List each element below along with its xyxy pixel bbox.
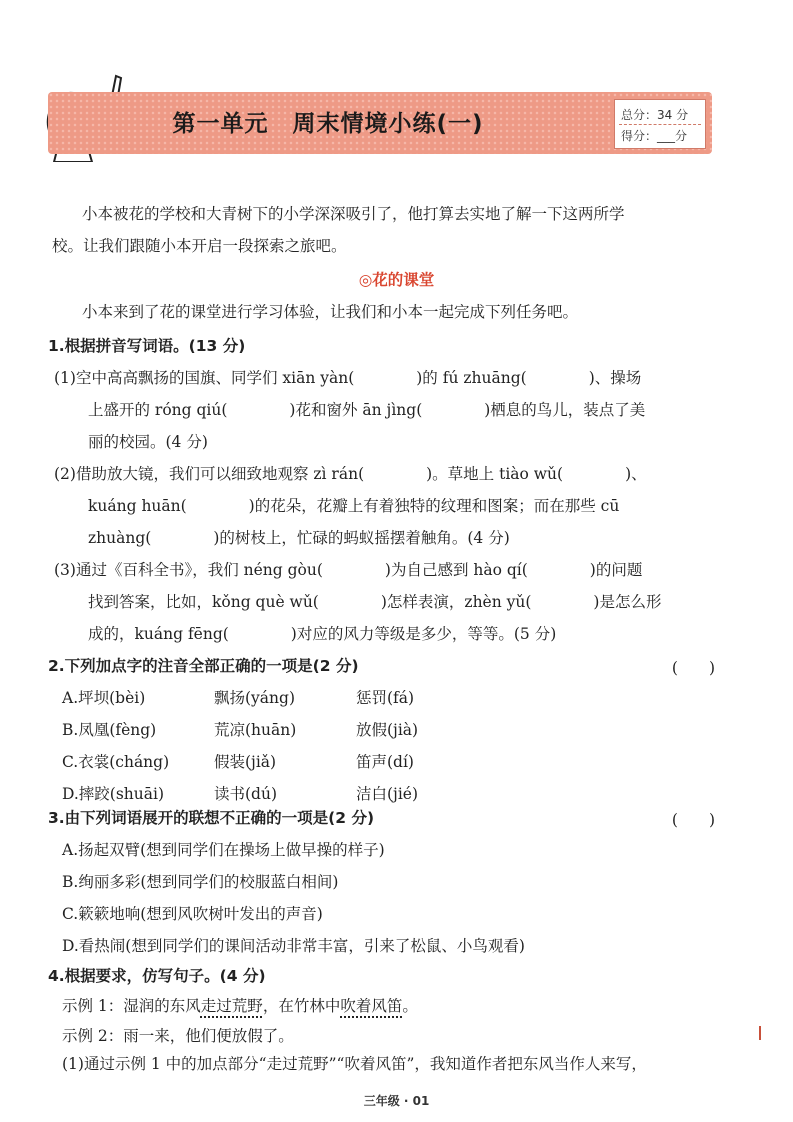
q1-part1-line1: (1)空中高高飘扬的国旗、同学们 xiān yàn( )的 fú zhuāng( )、操场 (54, 369, 642, 387)
q3-answer-paren[interactable]: ( ) (671, 811, 715, 829)
q2-option-c-1: C.衣裳(cháng) (62, 753, 170, 771)
q4-ex1-dotted-1: 走过荒野 (200, 997, 263, 1015)
page-footer: 三年级 · 01 (363, 1094, 430, 1108)
total-score: 总分：34 分 (621, 108, 689, 122)
q2-option-c-2: 假装(jiǎ) (214, 753, 277, 771)
q1-part3-line1: (3)通过《百科全书》，我们 néng gòu( )为自己感到 hào qí( )的问题 (54, 561, 643, 579)
q2-option-a-1: A.坪坝(bèi) (62, 689, 146, 707)
q1-part3-line3: 成的，kuáng fēng( )对应的风力等级是多少，等等。(5 分) (88, 625, 557, 643)
q3-option-a: A.扬起双臂(想到同学们在操场上做早操的样子) (62, 841, 385, 859)
q2-option-b-3: 放假(jià) (356, 721, 419, 739)
section-intro: 小本来到了花的课堂进行学习体验，让我们和小本一起完成下列任务吧。 (82, 303, 579, 321)
q2-option-b-2: 荒凉(huān) (214, 721, 297, 739)
q4-ex1-part-c: ，在竹林中 (262, 997, 341, 1015)
q2-option-b-1: B.凤凰(fèng) (62, 721, 157, 739)
q3-title: 3.由下列词语展开的联想不正确的一项是(2 分) (48, 809, 375, 827)
q1-part1-line3: 丽的校园。(4 分) (88, 433, 208, 451)
q4-ex1-dotted-2: 吹着风笛 (340, 997, 403, 1015)
q1-part1-line2: 上盛开的 róng qiú( )花和窗外 ān jìng( )栖息的鸟儿，装点了美 (88, 401, 646, 419)
q2-option-c-3: 笛声(dí) (356, 753, 414, 771)
q2-option-a-2: 飘扬(yáng) (214, 689, 295, 707)
edge-mark (759, 1026, 761, 1040)
q1-part2-line2: kuáng huān( )的花朵，花瓣上有着独特的纹理和图案；而在那些 cū (88, 497, 620, 515)
q2-option-d-1: D.摔跤(shuāi) (62, 785, 165, 803)
intro-line-2: 校。让我们跟随小本开启一段探索之旅吧。 (52, 237, 347, 255)
page-title: 第一单元 周末情境小练(一) (172, 111, 484, 137)
q3-option-c: C.簌簌地响(想到风吹树叶发出的声音) (62, 905, 323, 923)
q2-option-d-3: 洁白(jié) (356, 785, 419, 803)
q2-option-a-3: 惩罚(fá) (356, 689, 415, 707)
section-title: ◎花的课堂 (358, 271, 435, 289)
q4-example-2: 示例 2：雨一来，他们便放假了。 (62, 1027, 294, 1045)
q4-part-1: (1)通过示例 1 中的加点部分“走过荒野”“吹着风笛”，我知道作者把东风当作人来写， (62, 1055, 647, 1073)
q4-example-1 (62, 996, 418, 1016)
q2-title: 2.下列加点字的注音全部正确的一项是(2 分) (48, 657, 359, 675)
intro-line-1: 小本被花的学校和大青树下的小学深深吸引了，他打算去实地了解一下这两所学 (82, 205, 625, 223)
header-banner (48, 92, 712, 154)
q1-part2-line3: zhuàng( )的树枝上，忙碌的蚂蚁摇摆着触角。(4 分) (88, 529, 510, 547)
q3-option-b: B.绚丽多彩(想到同学们的校服蓝白相间) (62, 873, 339, 891)
q2-answer-paren[interactable]: ( ) (671, 659, 715, 677)
q4-ex1-part-a: 示例 1：湿润的东风 (62, 997, 201, 1015)
q2-option-d-2: 读书(dú) (214, 785, 277, 803)
q1-title: 1.根据拼音写词语。(13 分) (48, 337, 246, 355)
got-score: 得分：___分 (621, 129, 688, 143)
q1-part2-line1: (2)借助放大镜，我们可以细致地观察 zì rán( )。草地上 tiào wǔ( )、 (54, 465, 647, 483)
q4-title: 4.根据要求，仿写句子。(4 分) (48, 967, 266, 985)
q1-part3-line2: 找到答案，比如，kǒng què wǔ( )怎样表演，zhèn yǔ( )是怎么形 (88, 593, 662, 611)
q4-ex1-part-e: 。 (402, 997, 418, 1015)
q3-option-d: D.看热闹(想到同学们的课间活动非常丰富，引来了松鼠、小鸟观看) (62, 937, 525, 955)
score-box (614, 99, 706, 149)
